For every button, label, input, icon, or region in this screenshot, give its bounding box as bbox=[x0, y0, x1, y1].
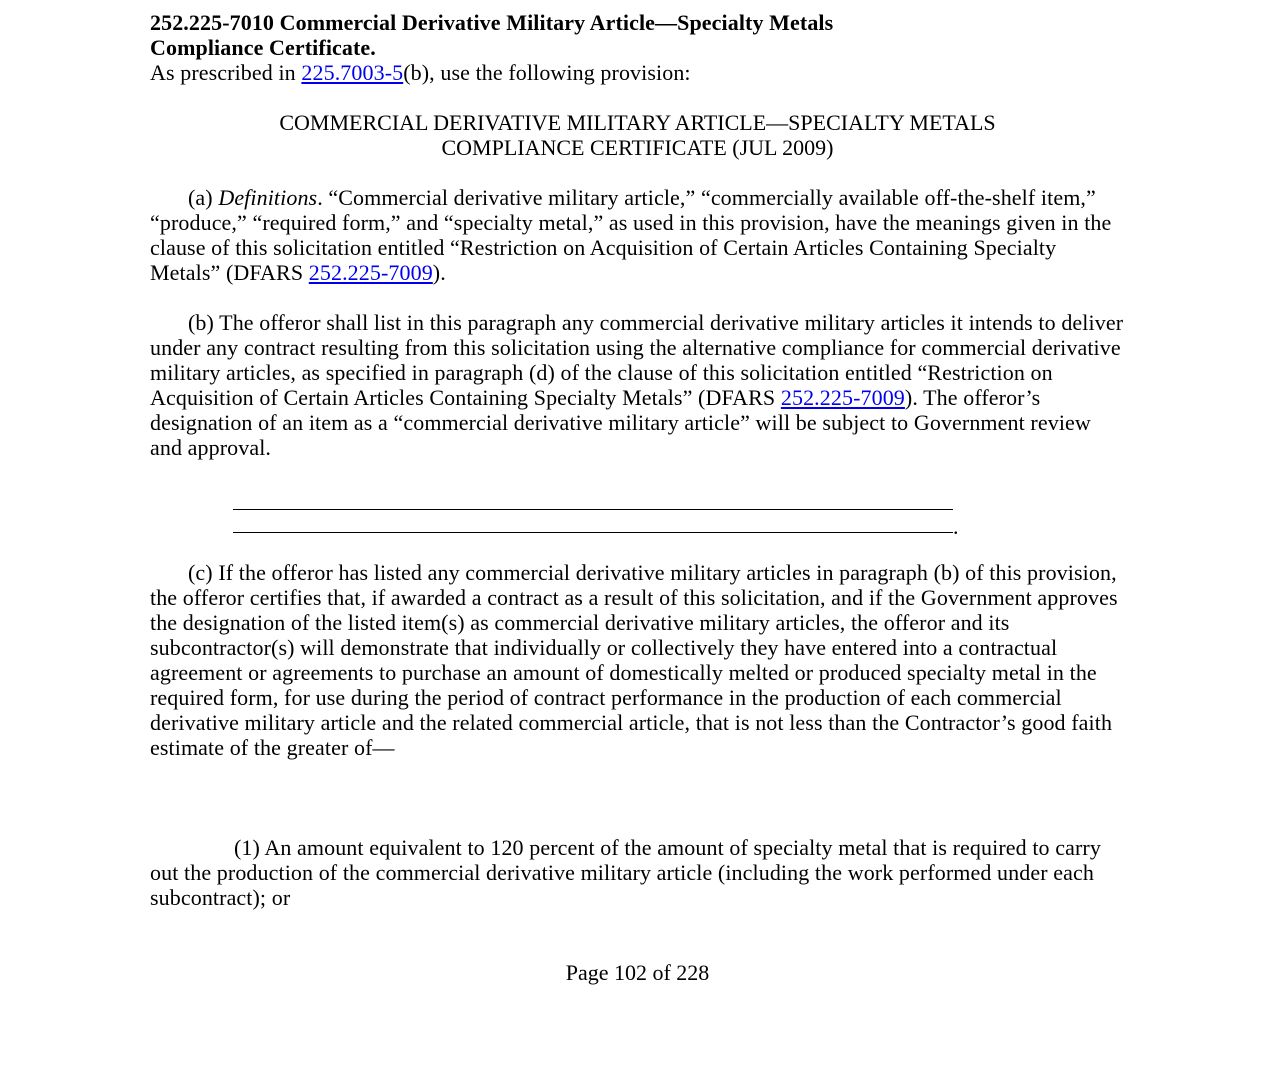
provision-title-line2: COMPLIANCE CERTIFICATE (JUL 2009) bbox=[441, 135, 834, 160]
prescription-sentence bbox=[150, 60, 1125, 85]
link-252-225-7009-b[interactable]: 252.225-7009 bbox=[780, 385, 905, 410]
section-heading-line2: Compliance Certificate. bbox=[150, 35, 376, 60]
paragraph-a-term: Definitions bbox=[218, 185, 318, 210]
provision-title-line1: COMMERCIAL DERIVATIVE MILITARY ARTICLE—SPECIALTY METALS bbox=[279, 110, 996, 135]
paragraph-c-certification bbox=[150, 560, 1125, 760]
paragraph-b-text: (b) The offeror shall list in this paragraph any commercial derivative military articles it intends to deliver under any contract resulting from this solicitation using the alternative compliance for commercial derivative military articles, as specified in paragraph (d) of the clause of this solicitation entitled “Restriction on Acquisition of Certain Articles Containing Specialty Metals” (DFARS bbox=[150, 310, 1124, 410]
fill-in-line-1[interactable] bbox=[233, 509, 953, 510]
paragraph-a-label: (a) bbox=[188, 185, 219, 210]
paragraph-c1-amount bbox=[150, 835, 1125, 910]
paragraph-c-text: (c) If the offeror has listed any commercial derivative military articles in paragraph (b) of this provision, the offeror certifies that, if awarded a contract as a result of this solicitation, and if the Government approves the designation of the listed item(s) as commercial derivative military articles, the offeror and its subcontractor(s) will demonstrate that individually or collectively they have entered into a contractual agreement or agreements to purchase an amount of domestically melted or produced specialty metal in the required form, for use during the period of contract performance in the production of each commercial derivative military article and the related commercial article, that is not less than the Contractor’s good faith estimate of the greater of— bbox=[150, 560, 1118, 760]
fill-in-line-2[interactable] bbox=[233, 532, 953, 533]
paragraph-a-definitions bbox=[150, 185, 1125, 285]
paragraph-a-end: ). bbox=[432, 260, 446, 285]
link-225-7003-5[interactable]: 225.7003-5 bbox=[301, 60, 404, 85]
paragraph-a-text: . “Commercial derivative military article,” “commercially available off-the-shelf item,” “produce,” “required form,” and “specialty metal,” as used in this provision, have the meanings given in the clause of this solicitation entitled “Restriction on Acquisition of Certain Articles Containing Specialty Metals” (DFARS bbox=[150, 185, 1112, 285]
prescription-prefix: As prescribed in bbox=[150, 60, 302, 85]
section-heading bbox=[150, 10, 1125, 60]
fill-in-period: . bbox=[953, 514, 959, 539]
paragraph-c1-text: (1) An amount equivalent to 120 percent of the amount of specialty metal that is required to carry out the production of the commercial derivative military article (including the work performed under each subcontract); or bbox=[150, 835, 1101, 910]
section-heading-line1: 252.225-7010 Commercial Derivative Military Article—Specialty Metals bbox=[150, 10, 834, 35]
provision-title bbox=[150, 110, 1125, 160]
prescription-suffix: (b), use the following provision: bbox=[403, 60, 691, 85]
link-252-225-7009-a[interactable]: 252.225-7009 bbox=[308, 260, 433, 285]
page-number: Page 102 of 228 bbox=[565, 960, 710, 985]
paragraph-b-listing bbox=[150, 310, 1125, 460]
paragraph-b-end: ). The offeror’s designation of an item as a “commercial derivative military article” will be subject to Government review and approval. bbox=[150, 385, 1091, 460]
